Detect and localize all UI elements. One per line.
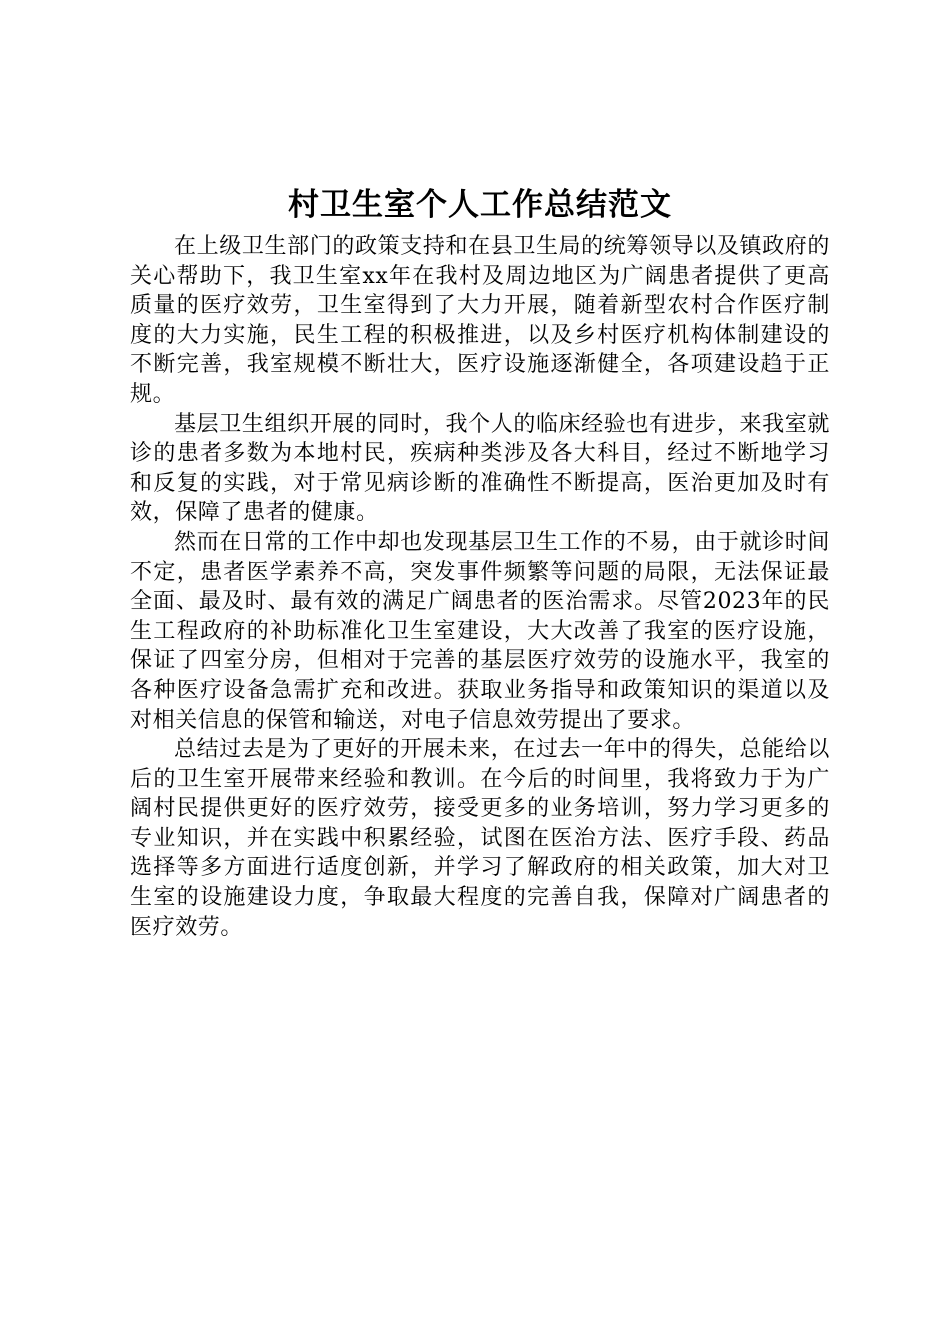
document-title: 村卫生室个人工作总结范文 (288, 187, 672, 223)
paragraph-4: 总结过去是为了更好的开展未来，在过去一年中的得失，总能给以后的卫生室开展带来经验和教训。在今后的时间里，我将致力于为广阔村民提供更好的医疗效劳，接受更多的业务培训，努力学习更多的专业知识，并在实践中积累经验，试图在医治方法、医疗手段、药品选择等多方面进行适度创新，并学习了解政府的相关政策，加大对卫生室的设施建设力度，争取最大程度的完善自我，保障对广阔患者的医疗效劳。 (130, 737, 830, 940)
paragraph-2: 基层卫生组织开展的同时，我个人的临床经验也有进步，来我室就诊的患者多数为本地村民，疾病种类涉及各大科目，经过不断地学习和反复的实践，对于常见病诊断的准确性不断提高，医治更加及时有效，保障了患者的健康。 (130, 411, 830, 526)
paragraph-3: 然而在日常的工作中却也发现基层卫生工作的不易，由于就诊时间不定，患者医学素养不高，突发事件频繁等问题的局限，无法保证最全面、最及时、最有效的满足广阔患者的医治需求。尽管2023年的民生工程政府的补助标准化卫生室建设，大大改善了我室的医疗设施，保证了四室分房，但相对于完善的基层医疗效劳的设施水平，我室的各种医疗设备急需扩充和改进。获取业务指导和政策知识的渠道以及对相关信息的保管和输送，对电子信息效劳提出了要求。 (130, 529, 830, 733)
document-page (130, 0, 830, 1344)
document-body (130, 232, 830, 942)
paragraph-1: 在上级卫生部门的政策支持和在县卫生局的统筹领导以及镇政府的关心帮助下，我卫生室xx年在我村及周边地区为广阔患者提供了更高质量的医疗效劳，卫生室得到了大力开展，随着新型农村合作医疗制度的大力实施，民生工程的积极推进，以及乡村医疗机构体制建设的不断完善，我室规模不断壮大，医疗设施逐渐健全，各项建设趋于正规。 (130, 234, 830, 407)
